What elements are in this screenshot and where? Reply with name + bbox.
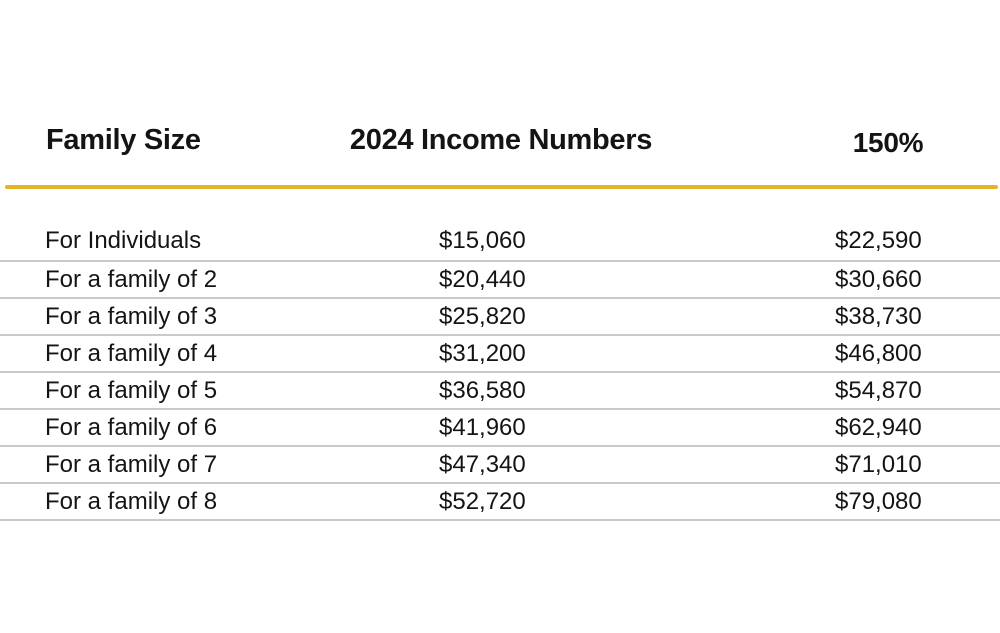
income-value: $36,580	[439, 376, 526, 404]
row-label: For a family of 6	[45, 413, 218, 441]
table-row-family-3	[0, 299, 1000, 336]
table-row-family-5	[0, 373, 1000, 410]
row-label: For a family of 4	[45, 339, 218, 367]
pct150-value: $22,590	[835, 227, 922, 254]
row-label: For a family of 7	[45, 450, 218, 478]
table-row-family-7	[0, 447, 1000, 484]
col-header-150-percent: 150%	[852, 127, 924, 158]
income-value: $15,060	[439, 227, 526, 254]
pct150-value: $38,730	[835, 302, 922, 330]
income-value: $31,200	[439, 339, 526, 367]
row-label: For Individuals	[45, 227, 202, 254]
income-value: $41,960	[439, 413, 526, 441]
income-value: $47,340	[439, 450, 526, 478]
pct150-value: $62,940	[835, 413, 922, 441]
row-label: For a family of 8	[45, 487, 218, 515]
pct150-value: $79,080	[835, 487, 922, 515]
col-header-2024-income: 2024 Income Numbers	[349, 124, 653, 156]
pct150-value: $46,800	[835, 339, 922, 367]
table-row-family-4	[0, 336, 1000, 373]
income-table	[0, 189, 1000, 521]
table-row-family-2	[0, 262, 1000, 299]
table-row-individuals	[0, 189, 1000, 262]
col-header-family-size: Family Size	[46, 124, 201, 156]
income-value: $20,440	[439, 265, 526, 293]
table-row-family-8	[0, 484, 1000, 521]
pct150-value: $54,870	[835, 376, 922, 404]
pct150-value: $30,660	[835, 265, 922, 293]
row-label: For a family of 5	[45, 376, 218, 404]
row-label: For a family of 3	[45, 302, 218, 330]
pct150-value: $71,010	[835, 450, 922, 478]
table-row-family-6	[0, 410, 1000, 447]
row-label: For a family of 2	[45, 265, 218, 293]
income-value: $52,720	[439, 487, 526, 515]
income-value: $25,820	[439, 302, 526, 330]
